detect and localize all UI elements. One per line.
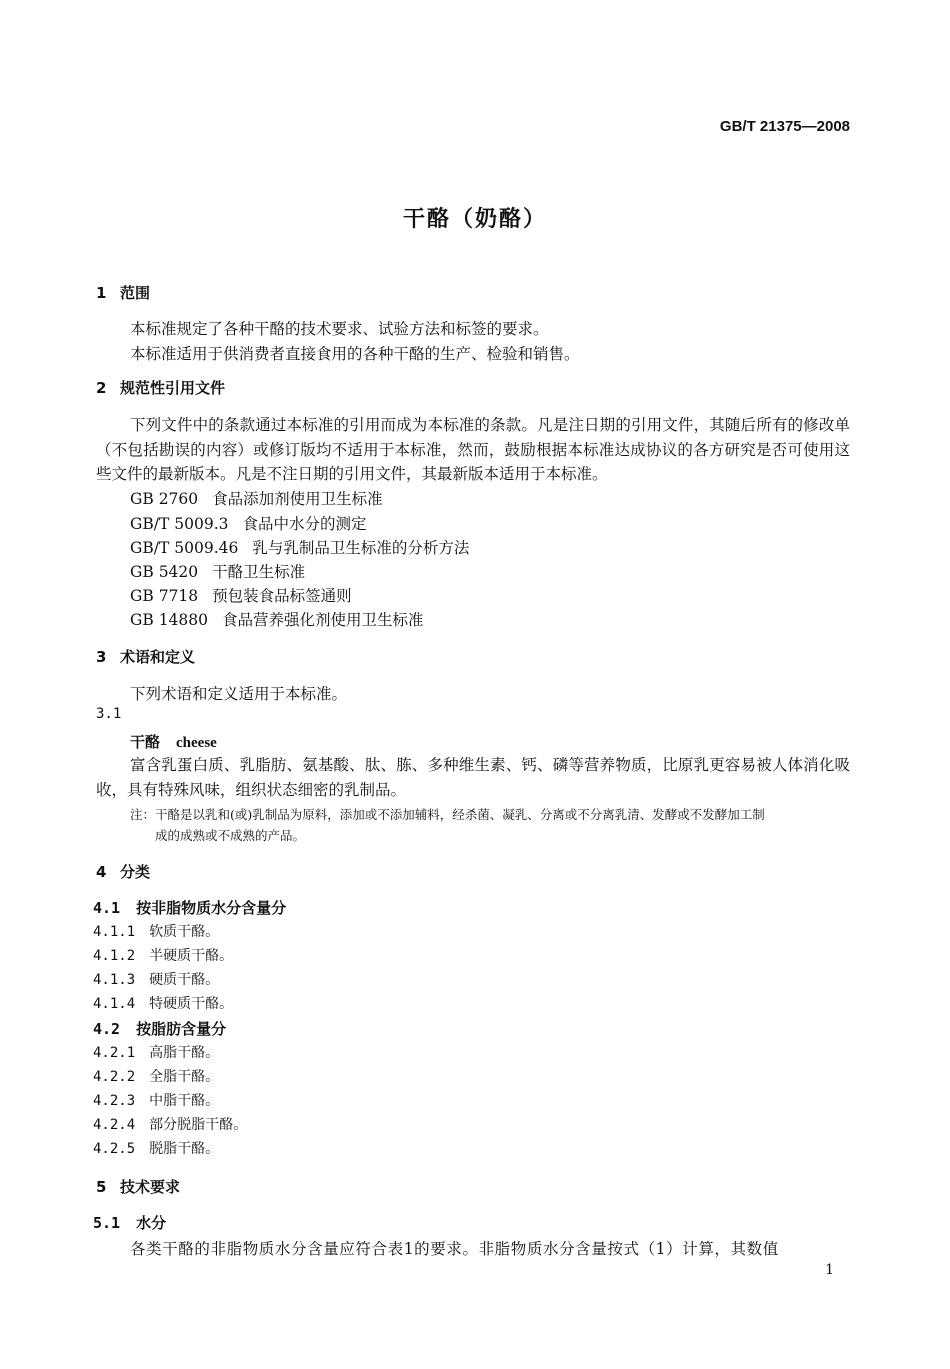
subsection-number: 4.2 [93,1020,121,1038]
item-number: 4.1.4 [93,996,136,1012]
reference-code: GB 14880 [130,611,209,629]
subsection-title: 按脂肪含量分 [136,1020,227,1038]
item-number: 4.2.3 [93,1093,136,1109]
item-label: 特硬质干酪。 [149,996,234,1012]
reference-title: 食品添加剂使用卫生标准 [212,490,383,508]
reference-code: GB 2760 [130,490,199,508]
list-item [93,945,233,965]
subsection-5-1-heading [93,1212,166,1233]
term-definition: 富含乳蛋白质、乳脂肪、氨基酸、肽、胨、多种维生素、钙、磷等营养物质，比原乳更容易被人体消化吸收，具有特殊风味，组织状态细密的乳制品。 [96,756,850,799]
item-label: 脱脂干酪。 [149,1141,220,1157]
section-3-heading [96,646,195,667]
reference-title: 食品中水分的测定 [242,515,367,533]
item-label: 全脂干酪。 [149,1069,220,1085]
page-number: 1 [825,1262,834,1278]
section-number: 5 [96,1178,107,1196]
item-number: 4.2.2 [93,1069,136,1085]
section-title: 术语和定义 [120,648,196,666]
section-title: 规范性引用文件 [120,379,226,397]
section-number: 2 [96,379,107,397]
references-intro: 下列文件中的条款通过本标准的引用而成为本标准的条款。凡是注日期的引用文件，其随后所有的修改单（不包括勘误的内容）或修订版均不适用于本标准，然而，鼓励根据本标准达成协议的各方研究是否可使用这些文件的最新版本。凡是不注日期的引用文件，其最新版本适用于本标准。 [96,416,850,483]
item-number: 4.1.2 [93,948,136,964]
section-title: 范围 [120,284,151,302]
list-item [93,1066,219,1086]
list-item [93,969,219,989]
reference-item [130,584,352,606]
section-4-heading [96,861,150,882]
reference-item [130,512,367,534]
list-item [93,1090,219,1110]
item-number: 4.2.1 [93,1045,136,1061]
item-number: 4.2.5 [93,1141,136,1157]
document-title: 干酪（奶酪） [402,207,547,232]
term-number: 3.1 [96,706,122,722]
item-label: 软质干酪。 [149,924,220,940]
section-number: 1 [96,284,107,302]
moisture-paragraph: 各类干酪的非脂物质水分含量应符合表1的要求。非脂物质水分含量按式（1）计算，其数值 [130,1240,779,1258]
reference-item [130,608,424,630]
standard-number: GB/T 21375—2008 [719,118,850,135]
item-number: 4.1.1 [93,924,136,940]
section-number: 3 [96,648,107,666]
item-label: 中脂干酪。 [149,1093,220,1109]
subsection-4-1-heading [93,897,286,918]
list-item [93,1042,219,1062]
item-number: 4.2.4 [93,1117,136,1133]
subsection-4-2-heading [93,1018,226,1039]
term-entry [130,731,217,752]
reference-title: 乳与乳制品卫生标准的分析方法 [252,539,470,557]
subsection-number: 4.1 [93,899,121,917]
reference-title: 食品营养强化剂使用卫生标准 [222,611,424,629]
list-item [93,1138,219,1158]
item-label: 硬质干酪。 [149,972,220,988]
reference-title: 预包装食品标签通则 [212,587,352,605]
list-item [93,1114,247,1134]
reference-code: GB/T 5009.3 [130,515,229,533]
reference-code: GB 5420 [130,563,199,581]
section-title: 分类 [120,863,151,881]
subsection-title: 水分 [136,1214,167,1232]
section-1-heading [96,282,150,303]
reference-item [130,560,305,582]
item-label: 部分脱脂干酪。 [149,1117,248,1133]
item-label: 半硬质干酪。 [149,948,234,964]
scope-paragraph-2: 本标准适用于供消费者直接食用的各种干酪的生产、检验和销售。 [130,345,580,363]
term-english: cheese [176,735,217,751]
section-title: 技术要求 [120,1178,181,1196]
terms-intro: 下列术语和定义适用于本标准。 [130,685,348,703]
section-2-heading [96,377,225,398]
section-5-heading [96,1176,180,1197]
subsection-number: 5.1 [93,1214,121,1232]
reference-code: GB 7718 [130,587,199,605]
scope-paragraph-1: 本标准规定了各种干酪的技术要求、试验方法和标签的要求。 [130,320,549,338]
reference-item [130,536,469,558]
list-item [93,921,219,941]
section-number: 4 [96,863,107,881]
subsection-title: 按非脂物质水分含量分 [136,899,287,917]
reference-code: GB/T 5009.46 [130,539,239,557]
note-line-1: 注：干酪是以乳和(或)乳制品为原料，添加或不添加辅料，经杀菌、凝乳、分离或不分离乳清、发酵或不发酵加工制 [130,807,765,822]
item-number: 4.1.3 [93,972,136,988]
item-label: 高脂干酪。 [149,1045,220,1061]
list-item [93,993,233,1013]
reference-item [130,487,383,509]
term-chinese: 干酪 [130,733,161,751]
note-line-2: 成的成熟或不成熟的产品。 [155,828,306,843]
reference-title: 干酪卫生标准 [212,563,306,581]
